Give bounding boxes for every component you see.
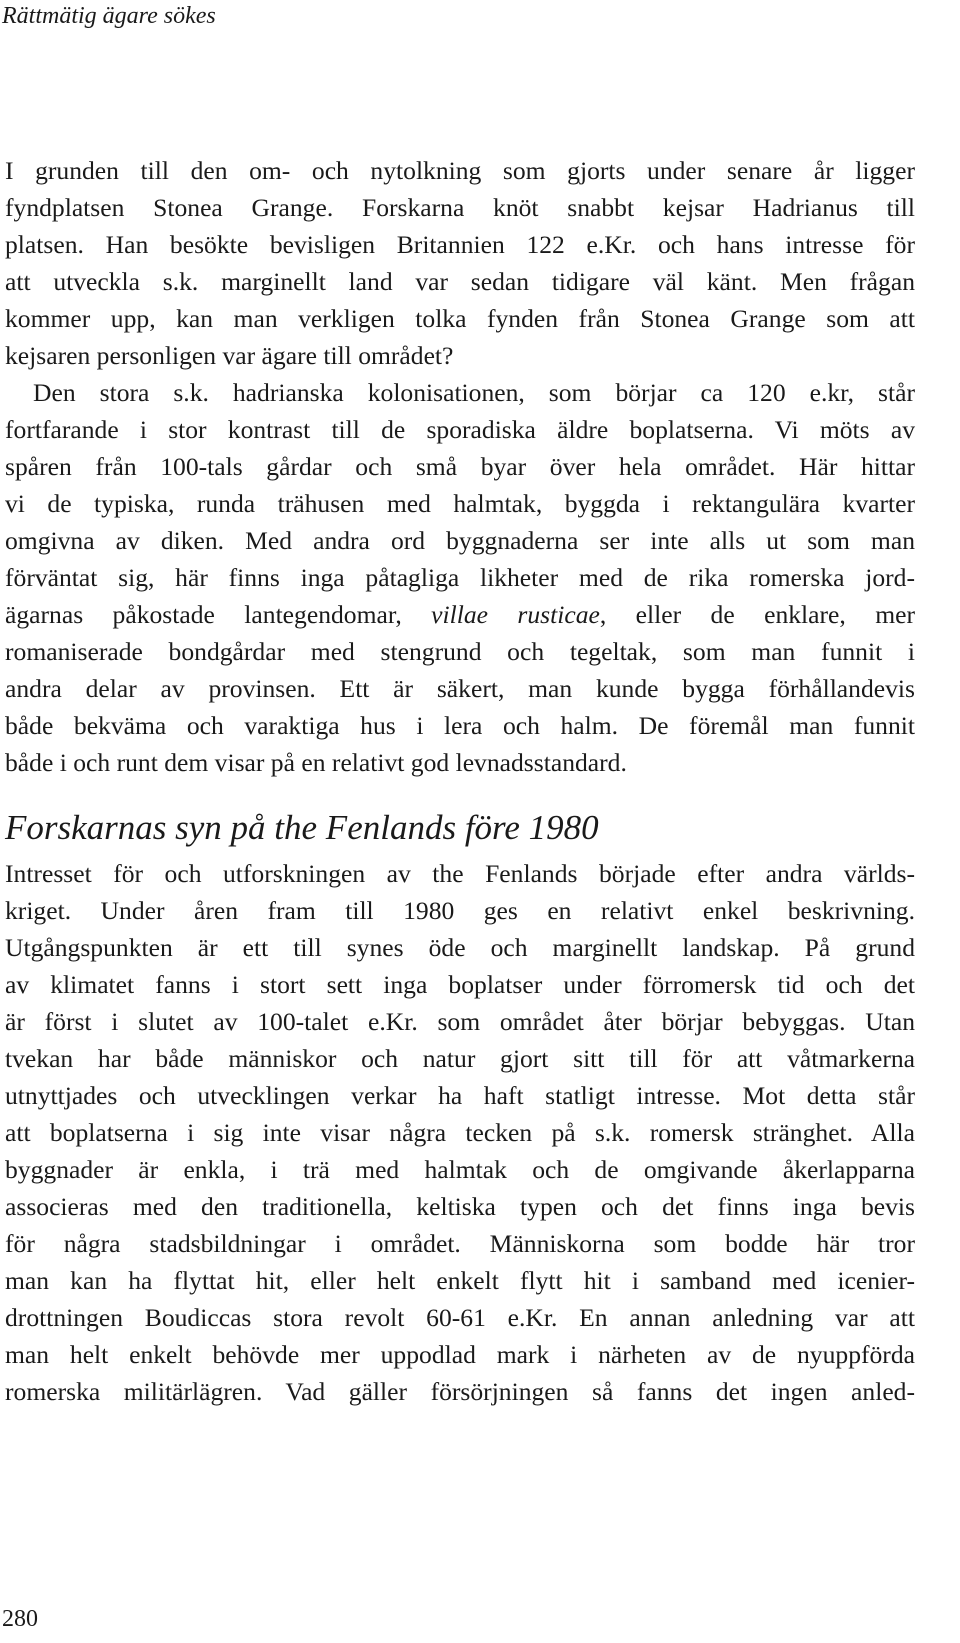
italic-term: villae rusticae	[431, 600, 600, 629]
text-line: Den stora s.k. hadrianska kolonisationen, som börjar ca 120 e.kr, står	[33, 378, 915, 407]
paragraph-research	[5, 855, 915, 1410]
paragraph-colonisation	[5, 374, 915, 781]
text-line: är först i slutet av 100-talet e.Kr. som området åter börjar bebyggas. Utan	[5, 1007, 915, 1036]
text-line: kriget. Under åren fram till 1980 ges en relativt enkel beskrivning.	[5, 896, 915, 925]
text-line: av klimatet fanns i stort sett inga boplatser under förromersk tid och det	[5, 970, 915, 999]
text-line: Intresset för och utforskningen av the Fenlands började efter andra världs-	[5, 859, 915, 888]
text-line: både i och runt dem visar på en relativt god levnadsstandard.	[5, 748, 627, 777]
text-line: både bekväma och varaktiga hus i lera och halm. De föremål man funnit	[5, 711, 915, 740]
text-line: kommer upp, kan man verkligen tolka fynden från Stonea Grange som att	[5, 304, 915, 333]
text-line: man helt enkelt behövde mer uppodlad mark i närheten av de nyuppförda	[5, 1340, 915, 1369]
paragraph-intro	[5, 152, 915, 374]
text-line: förväntat sig, här finns inga påtagliga likheter med de rika romerska jord-	[5, 563, 915, 592]
text-line: fortfarande i stor kontrast till de sporadiska äldre boplatserna. Vi möts av	[5, 415, 915, 444]
text-segment: , eller de enklare, mer	[599, 600, 916, 629]
text-line: Utgångspunkten är ett till synes öde och marginellt landskap. På grund	[5, 933, 915, 962]
text-line: romaniserade bondgårdar med stengrund och tegeltak, som man funnit i	[5, 637, 915, 666]
text-line: platsen. Han besökte bevisligen Britannien 122 e.Kr. och hans intresse för	[5, 230, 915, 259]
text-line: fyndplatsen Stonea Grange. Forskarna knöt snabbt kejsar Hadrianus till	[5, 193, 915, 222]
section-heading: Forskarnas syn på the Fenlands före 1980	[5, 808, 599, 847]
text-line: utnyttjades och utvecklingen verkar ha haft statligt intresse. Mot detta står	[5, 1081, 915, 1110]
text-line: spåren från 100-tals gårdar och små byar över hela området. Här hittar	[5, 452, 915, 481]
text-line: omgivna av diken. Med andra ord byggnaderna ser inte alls ut som man	[5, 526, 915, 555]
text-segment: ägarnas påkostade lantegendomar,	[5, 600, 432, 629]
text-line: I grunden till den om- och nytolkning som gjorts under senare år ligger	[5, 156, 915, 185]
text-line: romerska militärlägren. Vad gäller försörjningen så fanns det ingen anled-	[5, 1377, 915, 1406]
text-line: tvekan har både människor och natur gjort sitt till för att våtmarkerna	[5, 1044, 915, 1073]
text-line: kejsaren personligen var ägare till området?	[5, 341, 454, 370]
text-line: byggnader är enkla, i trä med halmtak och de omgivande åkerlapparna	[5, 1155, 915, 1184]
text-line: för några stadsbildningar i området. Människorna som bodde här tror	[5, 1229, 915, 1258]
page-number: 280	[2, 1606, 38, 1632]
text-line: man kan ha flyttat hit, eller helt enkelt flytt hit i samband med icenier-	[5, 1266, 915, 1295]
text-line: associeras med den traditionella, keltiska typen och det finns inga bevis	[5, 1192, 915, 1221]
text-line: andra delar av provinsen. Ett är säkert, man kunde bygga förhållandevis	[5, 674, 915, 703]
running-head: Rättmätig ägare sökes	[2, 3, 216, 29]
text-line	[5, 596, 915, 633]
text-line: att boplatserna i sig inte visar några tecken på s.k. romersk stränghet. Alla	[5, 1118, 915, 1147]
text-line: drottningen Boudiccas stora revolt 60-61 e.Kr. En annan anledning var att	[5, 1303, 915, 1332]
text-line: att utveckla s.k. marginellt land var sedan tidigare väl känt. Men frågan	[5, 267, 915, 296]
text-line: vi de typiska, runda trähusen med halmtak, byggda i rektangulära kvarter	[5, 489, 915, 518]
